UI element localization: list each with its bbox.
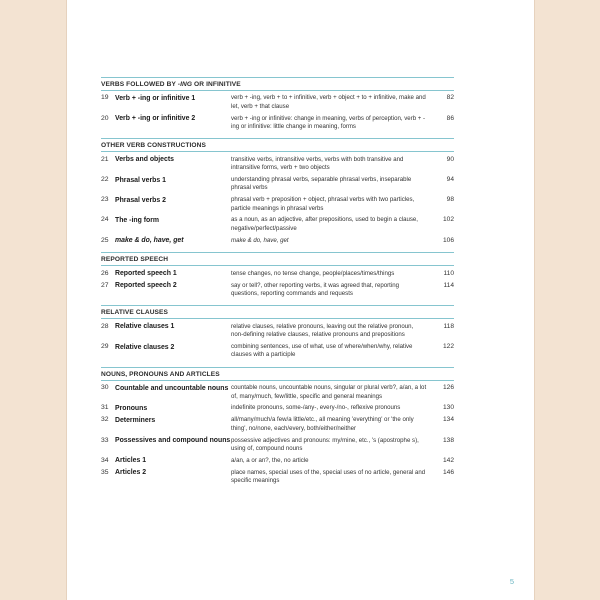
unit-page-number: 86 (446, 114, 454, 122)
unit-number: 26 (101, 269, 109, 277)
unit-title: Pronouns (115, 405, 148, 413)
unit-title: Phrasal verbs 2 (115, 196, 166, 204)
unit-number: 28 (101, 322, 109, 330)
unit-description: countable nouns, uncountable nouns, singular or plural verb?, a/an, a lot of, many/much, few/little, specific and general meanings (231, 384, 427, 400)
toc-entry[interactable] (101, 416, 454, 433)
unit-page-number: 82 (446, 94, 454, 102)
unit-title: Verb + -ing or infinitive 1 (115, 95, 196, 102)
unit-number: 34 (101, 456, 109, 464)
book-page (66, 0, 535, 600)
toc-entry[interactable] (101, 236, 454, 245)
unit-number: 33 (101, 436, 109, 444)
toc-entry[interactable] (101, 456, 454, 465)
unit-title: Articles 1 (115, 457, 147, 465)
unit-title: Phrasal verbs 1 (115, 176, 166, 184)
section-heading-text: NOUNS, PRONOUNS AND ARTICLES (101, 370, 220, 378)
unit-description: understanding phrasal verbs, separable phrasal verbs, inseparable phrasal verbs (231, 176, 412, 192)
unit-description: verb + -ing or infinitive: change in meaning, verbs of perception, verb + -ing or infinitive: little change in meaning, forms (231, 114, 426, 130)
unit-description: verb + -ing, verb + to + infinitive, verb + object + to + infinitive, make and let, verb + that clause (231, 94, 426, 110)
unit-page-number: 118 (443, 322, 454, 330)
unit-page-number: 102 (442, 216, 454, 224)
unit-title: Countable and uncountable nouns (115, 384, 229, 392)
toc-entry[interactable] (101, 94, 454, 111)
section-heading-italic: -ING (177, 81, 193, 88)
page-number: 5 (509, 577, 514, 586)
toc-entry[interactable] (101, 322, 454, 339)
toc-entry[interactable] (101, 196, 454, 213)
toc-entry[interactable] (101, 384, 454, 401)
unit-page-number: 114 (443, 281, 454, 289)
unit-page-number: 110 (443, 269, 454, 277)
section-heading-text-end: OR INFINITIVE (192, 81, 241, 88)
toc-section (101, 138, 454, 245)
section-heading-text: RELATIVE CLAUSES (101, 309, 169, 317)
toc-entry[interactable] (101, 176, 454, 193)
unit-page-number: 94 (446, 176, 454, 183)
unit-title: Articles 2 (115, 469, 147, 477)
unit-description: indefinite pronouns, some-/any-, every-/no-, reflexive pronouns (231, 404, 401, 412)
section-heading (101, 305, 454, 319)
unit-title: The -ing form (115, 217, 160, 225)
unit-number: 30 (101, 384, 109, 392)
unit-description: tense changes, no tense change, people/places/times/things (231, 269, 395, 277)
section-heading-text: OTHER VERB CONSTRUCTIONS (101, 142, 206, 150)
unit-page-number: 126 (442, 384, 454, 392)
unit-description: relative clauses, relative pronouns, leaving out the relative pronoun, non-defining relative clauses, relative pronouns and prepositions (231, 322, 414, 339)
unit-number: 21 (101, 155, 109, 163)
section-heading (101, 77, 454, 91)
toc-entry[interactable] (101, 216, 454, 233)
unit-page-number: 142 (442, 456, 454, 464)
unit-description: as a noun, as an adjective, after prepositions, used to begin a clause, negative/perfect/passive (231, 216, 418, 232)
unit-number: 27 (101, 281, 109, 289)
unit-number: 31 (101, 404, 109, 412)
toc-entry[interactable] (101, 281, 454, 298)
unit-number: 25 (101, 236, 109, 244)
unit-title: Determiners (115, 417, 156, 425)
table-of-contents (101, 77, 454, 493)
unit-title: Verbs and objects (115, 156, 174, 164)
unit-number: 29 (101, 342, 109, 350)
unit-page-number: 90 (446, 155, 454, 163)
unit-description: transitive verbs, intransitive verbs, verbs with both transitive and intransitive forms, verb + two objects (231, 155, 404, 172)
section-heading (101, 252, 454, 266)
unit-number: 19 (101, 94, 109, 102)
unit-description: possessive adjectives and pronouns: my/mine, etc., 's (apostrophe s), using of, compound nouns (231, 436, 419, 453)
toc-entry[interactable] (101, 114, 454, 131)
unit-page-number: 134 (442, 416, 454, 424)
toc-section (101, 367, 454, 486)
unit-description: combining sentences, use of what, use of where/when/why, relative clauses with a participle (231, 343, 413, 359)
unit-number: 35 (101, 468, 109, 476)
toc-entry[interactable] (101, 269, 454, 278)
section-heading (101, 367, 454, 381)
unit-number: 20 (101, 114, 109, 122)
toc-entry[interactable] (101, 436, 454, 453)
unit-title: Possessives and compound nouns (115, 437, 231, 445)
unit-number: 23 (101, 196, 109, 204)
unit-description: place names, special uses of the, special uses of no article, general and specific meanings (231, 468, 426, 485)
unit-page-number: 122 (442, 343, 454, 351)
toc-entry[interactable] (101, 155, 454, 172)
toc-section (101, 77, 454, 131)
unit-page-number: 138 (442, 436, 454, 444)
toc-entry[interactable] (101, 468, 454, 485)
unit-page-number: 106 (442, 236, 454, 244)
unit-page-number: 98 (446, 196, 454, 204)
toc-entry[interactable] (101, 343, 454, 360)
unit-description: make & do, have, get (231, 236, 289, 244)
unit-title: make & do, have, get (115, 237, 184, 245)
unit-description: phrasal verb + preposition + object, phrasal verbs with two particles, particle meanings in phrasal verbs (231, 196, 415, 212)
unit-description: a/an, a or an?, the, no article (231, 456, 309, 464)
unit-number: 24 (101, 216, 109, 224)
unit-title: Relative clauses 1 (115, 323, 175, 331)
section-heading-text: REPORTED SPEECH (101, 256, 169, 264)
unit-title: Relative clauses 2 (115, 343, 175, 351)
unit-description: say or tell?, other reporting verbs, it was agreed that, reporting questions, reporting commands and requests (231, 281, 400, 298)
unit-page-number: 146 (442, 468, 454, 476)
section-heading-text: VERBS FOLLOWED BY (101, 81, 178, 88)
unit-number: 32 (101, 416, 109, 424)
unit-title: Reported speech 2 (115, 282, 177, 290)
unit-title: Verb + -ing or infinitive 2 (115, 115, 196, 123)
section-heading (101, 138, 454, 152)
unit-title: Reported speech 1 (115, 270, 177, 278)
toc-section (101, 252, 454, 298)
unit-number: 22 (101, 175, 109, 183)
toc-section (101, 305, 454, 359)
toc-entry[interactable] (101, 404, 454, 413)
unit-description: all/many/much/a few/a little/etc., all meaning 'everything' or 'the only thing', no/none, each/every, both/either/neither (231, 416, 414, 432)
unit-page-number: 130 (442, 404, 454, 412)
